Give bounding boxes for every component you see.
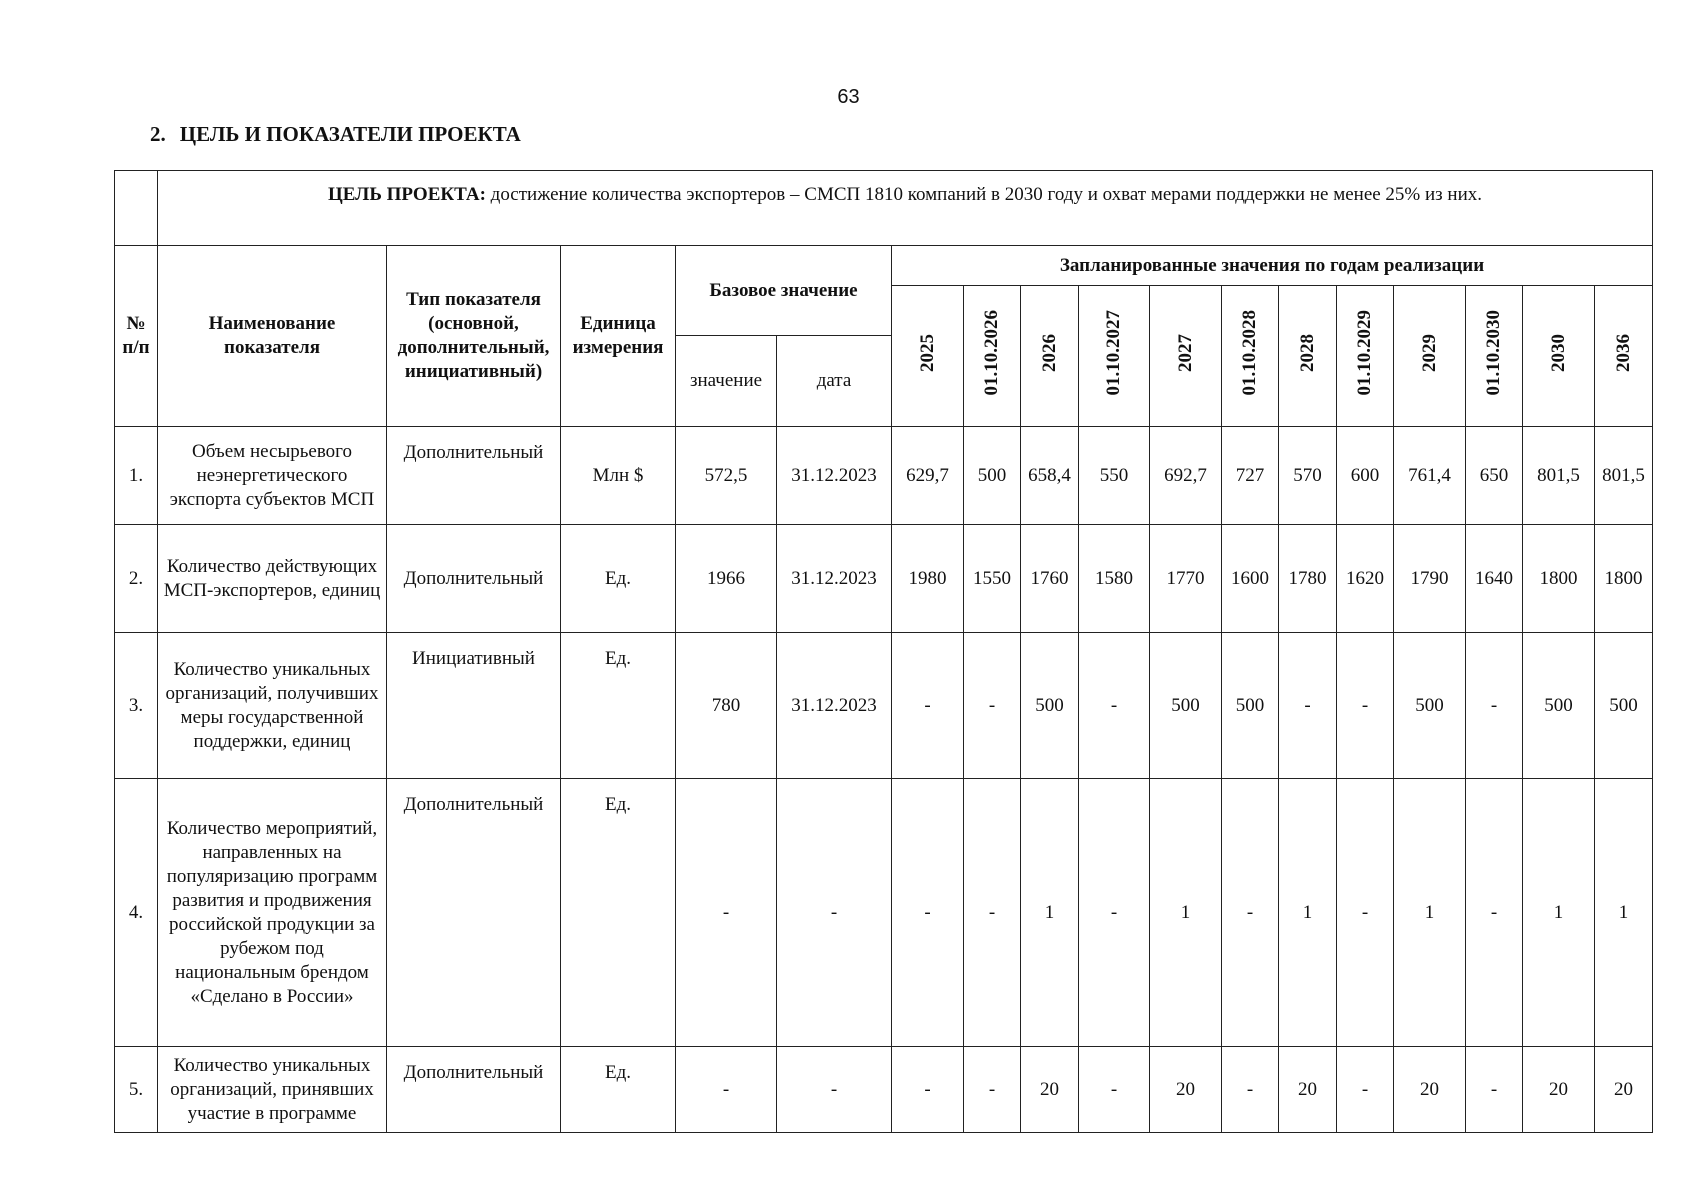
section-title-text: ЦЕЛЬ И ПОКАЗАТЕЛИ ПРОЕКТА [179, 122, 521, 146]
row-year-value: 1600 [1222, 525, 1279, 633]
row-year-value: 658,4 [1021, 427, 1079, 525]
row-year-value: - [892, 1047, 964, 1133]
row-num: 4. [115, 779, 158, 1047]
row-name: Количество уникальных организаций, получивших меры государственной поддержки, единиц [158, 633, 387, 779]
row-base-date: - [777, 779, 892, 1047]
row-year-value: 20 [1523, 1047, 1595, 1133]
row-type: Дополнительный [387, 427, 561, 525]
header-unit: Единица измерения [561, 246, 676, 427]
year-header: 2026 [1021, 286, 1079, 427]
row-year-value: 1800 [1595, 525, 1653, 633]
row-year-value: 1770 [1150, 525, 1222, 633]
table-row [115, 633, 1653, 779]
row-year-value: 20 [1150, 1047, 1222, 1133]
row-name: Количество уникальных организаций, принявших участие в программе [158, 1047, 387, 1133]
row-year-value: - [1079, 1047, 1150, 1133]
row-num: 1. [115, 427, 158, 525]
row-year-value: 1 [1279, 779, 1337, 1047]
row-year-value: - [964, 633, 1021, 779]
row-unit: Ед. [561, 525, 676, 633]
year-header: 01.10.2028 [1222, 286, 1279, 427]
year-header: 2027 [1150, 286, 1222, 427]
year-header: 2030 [1523, 286, 1595, 427]
row-year-value: 1760 [1021, 525, 1079, 633]
table-row [115, 427, 1653, 525]
header-planned: Запланированные значения по годам реализации [892, 246, 1653, 286]
row-year-value: 1580 [1079, 525, 1150, 633]
row-year-value: 500 [1150, 633, 1222, 779]
row-year-value: 1 [1394, 779, 1466, 1047]
year-header: 2036 [1595, 286, 1653, 427]
row-base-value: - [676, 779, 777, 1047]
row-year-value: - [892, 633, 964, 779]
row-unit: Ед. [561, 1047, 676, 1133]
row-year-value: - [1337, 779, 1394, 1047]
row-year-value: - [964, 779, 1021, 1047]
row-year-value: 570 [1279, 427, 1337, 525]
table-row [115, 1047, 1653, 1133]
row-year-value: 801,5 [1523, 427, 1595, 525]
row-year-value: 500 [1222, 633, 1279, 779]
row-year-value: - [892, 779, 964, 1047]
indicators-table [114, 170, 1653, 1133]
table-row [115, 525, 1653, 633]
row-type: Инициативный [387, 633, 561, 779]
year-header: 2028 [1279, 286, 1337, 427]
row-name: Количество мероприятий, направленных на популяризацию программ развития и продвижения российской продукции за рубежом под национальным брендом «Сделано в России» [158, 779, 387, 1047]
row-type: Дополнительный [387, 525, 561, 633]
row-year-value: 500 [1523, 633, 1595, 779]
row-name: Количество действующих МСП-экспортеров, единиц [158, 525, 387, 633]
year-header: 01.10.2029 [1337, 286, 1394, 427]
year-header: 01.10.2027 [1079, 286, 1150, 427]
row-year-value: - [1337, 633, 1394, 779]
row-year-value: 1 [1523, 779, 1595, 1047]
goal-label: ЦЕЛЬ ПРОЕКТА: [327, 184, 486, 205]
row-year-value: 629,7 [892, 427, 964, 525]
row-year-value: - [1079, 633, 1150, 779]
row-year-value: 20 [1595, 1047, 1653, 1133]
project-goal [158, 171, 1653, 246]
row-num: 2. [115, 525, 158, 633]
year-header: 2029 [1394, 286, 1466, 427]
section-title [150, 122, 521, 147]
row-year-value: 20 [1021, 1047, 1079, 1133]
header-base-date: дата [777, 336, 892, 427]
row-year-value: - [1466, 1047, 1523, 1133]
row-year-value: 500 [964, 427, 1021, 525]
row-year-value: 801,5 [1595, 427, 1653, 525]
row-year-value: 1800 [1523, 525, 1595, 633]
row-year-value: 1780 [1279, 525, 1337, 633]
header-type: Тип показателя (основной, дополнительный, инициативный) [387, 246, 561, 427]
row-year-value: 500 [1394, 633, 1466, 779]
row-year-value: - [1337, 1047, 1394, 1133]
year-header: 01.10.2030 [1466, 286, 1523, 427]
row-base-value: 1966 [676, 525, 777, 633]
row-year-value: 1 [1021, 779, 1079, 1047]
row-year-value: 650 [1466, 427, 1523, 525]
row-year-value: 692,7 [1150, 427, 1222, 525]
row-base-date: 31.12.2023 [777, 633, 892, 779]
row-year-value: 500 [1595, 633, 1653, 779]
row-type: Дополнительный [387, 779, 561, 1047]
row-year-value: - [964, 1047, 1021, 1133]
row-year-value: 600 [1337, 427, 1394, 525]
header-base-value: значение [676, 336, 777, 427]
row-base-value: - [676, 1047, 777, 1133]
row-unit: Млн $ [561, 427, 676, 525]
row-base-date: 31.12.2023 [777, 427, 892, 525]
row-type: Дополнительный [387, 1047, 561, 1133]
header-num: № п/п [115, 246, 158, 427]
goal-text: достижение количества экспортеров – СМСП 1810 компаний в 2030 году и охват мерами поддержки не менее 25% из них. [485, 184, 1483, 205]
row-year-value: 1550 [964, 525, 1021, 633]
row-year-value: - [1222, 1047, 1279, 1133]
row-year-value: 20 [1279, 1047, 1337, 1133]
row-year-value: 1620 [1337, 525, 1394, 633]
row-year-value: - [1466, 779, 1523, 1047]
row-base-value: 780 [676, 633, 777, 779]
row-unit: Ед. [561, 779, 676, 1047]
row-base-value: 572,5 [676, 427, 777, 525]
table-row [115, 779, 1653, 1047]
header-base: Базовое значение [676, 246, 892, 336]
row-year-value: 550 [1079, 427, 1150, 525]
row-year-value: 1980 [892, 525, 964, 633]
row-year-value: 1 [1595, 779, 1653, 1047]
row-year-value: 727 [1222, 427, 1279, 525]
row-num: 3. [115, 633, 158, 779]
row-year-value: 20 [1394, 1047, 1466, 1133]
row-year-value: 500 [1021, 633, 1079, 779]
header-name: Наименование показателя [158, 246, 387, 427]
year-header: 01.10.2026 [964, 286, 1021, 427]
section-number: 2. [150, 122, 166, 146]
row-num: 5. [115, 1047, 158, 1133]
row-year-value: 1640 [1466, 525, 1523, 633]
row-year-value: 1 [1150, 779, 1222, 1047]
row-name: Объем несырьевого неэнергетического экспорта субъектов МСП [158, 427, 387, 525]
row-base-date: - [777, 1047, 892, 1133]
page-number: 63 [837, 86, 860, 108]
row-year-value: - [1222, 779, 1279, 1047]
row-unit: Ед. [561, 633, 676, 779]
row-year-value: - [1279, 633, 1337, 779]
row-year-value: 761,4 [1394, 427, 1466, 525]
row-year-value: 1790 [1394, 525, 1466, 633]
goal-empty-cell [115, 171, 158, 246]
row-base-date: 31.12.2023 [777, 525, 892, 633]
row-year-value: - [1466, 633, 1523, 779]
row-year-value: - [1079, 779, 1150, 1047]
year-header: 2025 [892, 286, 964, 427]
